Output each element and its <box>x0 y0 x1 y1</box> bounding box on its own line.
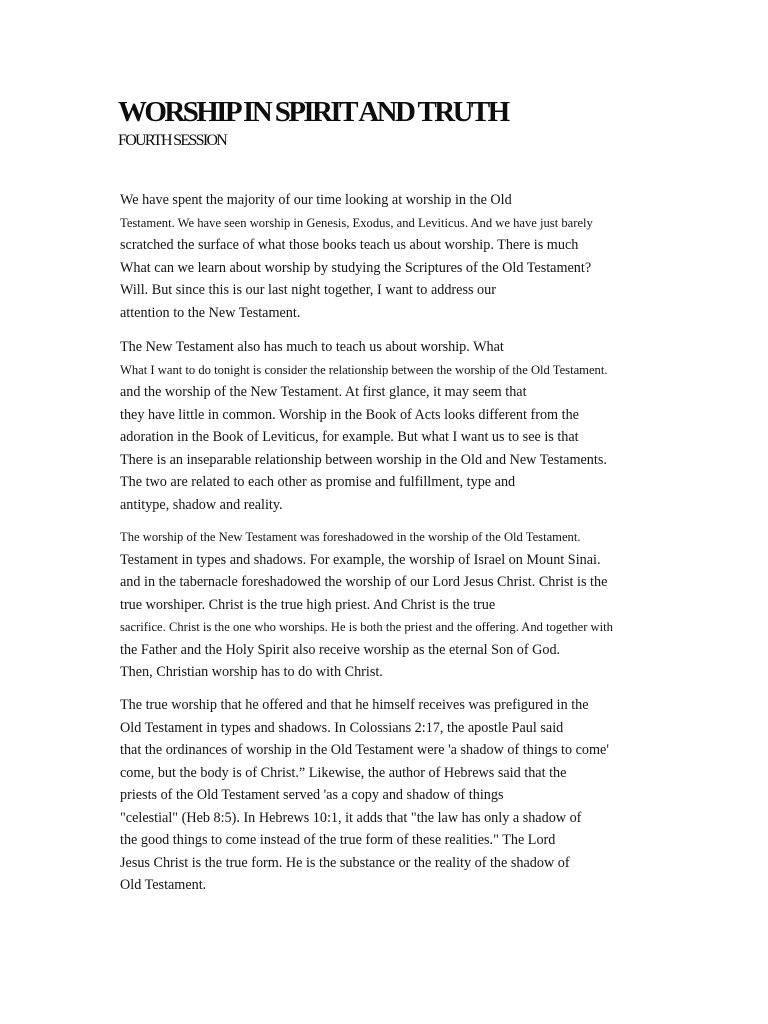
document-title: WORSHIP IN SPIRIT AND TRUTH <box>118 96 508 128</box>
paragraph-1 <box>120 189 593 324</box>
text-line: The worship of the New Testament was foreshadowed in the worship of the Old Testament. <box>120 530 581 544</box>
text-line: There is an inseparable relationship between worship in the Old and New Testaments. <box>120 451 607 468</box>
text-line: antitype, shadow and reality. <box>120 496 283 513</box>
text-line: sacrifice. Christ is the one who worships. He is both the priest and the offering. And together with <box>120 620 613 634</box>
text-line: The New Testament also has much to teach us about worship. What <box>120 339 504 355</box>
text-line: and the worship of the New Testament. At first glance, it may seem that <box>120 384 527 400</box>
text-line: Testament. We have seen worship in Genesis, Exodus, and Leviticus. And we have just barely <box>120 215 593 230</box>
text-line: We have spent the majority of our time looking at worship in the Old <box>120 192 512 208</box>
paragraph-3 <box>120 526 613 684</box>
text-line: adoration in the Book of Leviticus, for example. But what I want us to see is that <box>120 429 579 445</box>
document-subtitle: FOURTH SESSION <box>118 132 227 149</box>
paragraph-4 <box>120 694 609 897</box>
text-line: "celestial" (Heb 8:5). In Hebrews 10:1, it adds that "the law has only a shadow of <box>120 809 582 826</box>
text-line: The true worship that he offered and that he himself receives was prefigured in the <box>120 697 589 713</box>
paragraph-2 <box>120 336 608 516</box>
text-line: What I want to do tonight is consider the relationship between the worship of the Old Testament. <box>120 362 608 377</box>
text-line: Will. But since this is our last night together, I want to address our <box>120 282 496 298</box>
text-line: priests of the Old Testament served 'as a copy and shadow of things <box>120 787 504 803</box>
text-line: Old Testament. <box>120 877 207 893</box>
text-line: Old Testament in types and shadows. In Colossians 2:17, the apostle Paul said <box>120 719 564 736</box>
text-line: the good things to come instead of the true form of these realities." The Lord <box>120 832 556 848</box>
text-line: Testament in types and shadows. For example, the worship of Israel on Mount Sinai. <box>120 551 601 568</box>
text-line: attention to the New Testament. <box>120 304 301 321</box>
text-line: they have little in common. Worship in the Book of Acts looks different from the <box>120 406 579 423</box>
text-line: and in the tabernacle foreshadowed the worship of our Lord Jesus Christ. Christ is the <box>120 574 608 590</box>
text-line: the Father and the Holy Spirit also receive worship as the eternal Son of God. <box>120 641 561 658</box>
text-line: What can we learn about worship by studying the Scriptures of the Old Testament? <box>120 259 592 276</box>
text-line: that the ordinances of worship in the Old Testament were 'a shadow of things to come' <box>120 742 609 758</box>
text-line: The two are related to each other as promise and fulfillment, type and <box>120 474 516 490</box>
text-line: Then, Christian worship has to do with Christ. <box>120 664 383 680</box>
text-line: Jesus Christ is the true form. He is the substance or the reality of the shadow of <box>120 854 570 871</box>
text-line: scratched the surface of what those books teach us about worship. There is much <box>120 237 579 253</box>
text-line: come, but the body is of Christ.” Likewise, the author of Hebrews said that the <box>120 764 567 781</box>
text-line: true worshiper. Christ is the true high priest. And Christ is the true <box>120 596 496 613</box>
